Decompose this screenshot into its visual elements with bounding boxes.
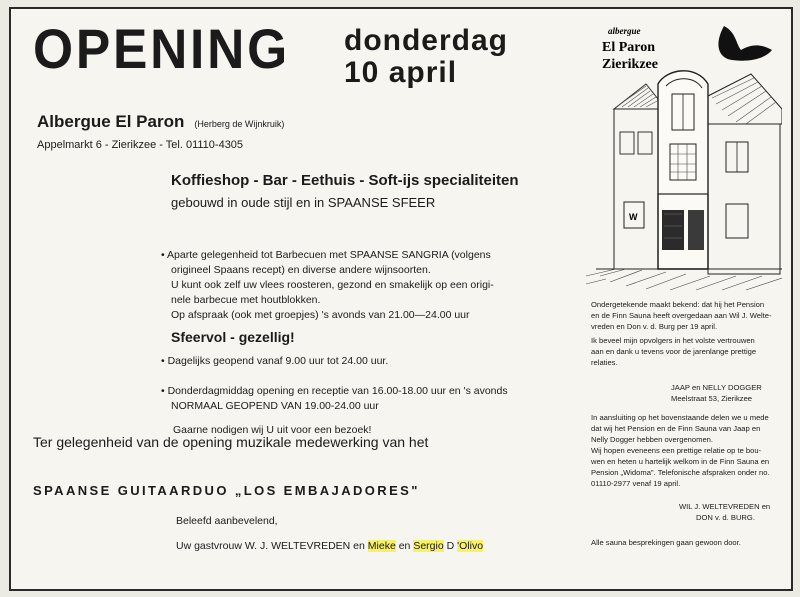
advertisement-frame bbox=[9, 7, 793, 591]
business-name-text: Albergue El Paron bbox=[37, 112, 185, 131]
notice-line: Ondergetekende maakt bekend: dat hij het Pension bbox=[591, 300, 765, 309]
host-name-olivo: 'Olivo bbox=[457, 540, 484, 552]
headline: OPENING bbox=[33, 17, 290, 80]
invitation: Gaarne nodigen wij U uit voor een bezoek! bbox=[173, 424, 372, 436]
notice-line: vreden en Don v. d. Burg per 19 april. bbox=[591, 322, 718, 331]
building-drawing bbox=[586, 14, 782, 299]
logo-line-3: Zierikzee bbox=[602, 57, 658, 72]
business-address: Appelmarkt 6 - Zierikzee - Tel. 01110-4305 bbox=[37, 139, 244, 151]
logo-line-1: albergue bbox=[608, 26, 641, 36]
notice-footer: Alle sauna besprekingen gaan gewoon door. bbox=[591, 538, 741, 547]
style-line: gebouwd in oude stijl en in SPAANSE SFEER bbox=[171, 195, 436, 210]
notice-line: 01110-2977 venaf 19 april. bbox=[591, 479, 681, 488]
bird-logo-icon bbox=[718, 26, 772, 61]
business-subname: (Herberg de Wijnkruik) bbox=[194, 119, 285, 129]
thursday-line: • Donderdagmiddag opening en receptie van 16.00-18.00 uur en 's avonds bbox=[161, 385, 508, 397]
sfeer-heading: Sfeervol - gezellig! bbox=[171, 329, 295, 345]
host-name-d: D bbox=[446, 540, 455, 552]
signature-1-line: Meelstraat 53, Zierikzee bbox=[671, 394, 753, 403]
bbq-line: • Aparte gelegenheid tot Barbecuen met SPAANSE SANGRIA (volgens bbox=[161, 249, 491, 261]
notice-line: Nelly Dogger hebben overgenomen. bbox=[591, 435, 714, 444]
notice-line: dat wij het Pension en de Finn Sauna van Jaap en bbox=[591, 424, 761, 433]
tagline: Koffieshop - Bar - Eethuis - Soft-ijs specialiteiten bbox=[171, 172, 519, 189]
signature-1-line: JAAP en NELLY DOGGER bbox=[671, 383, 762, 392]
host-and: en bbox=[398, 540, 411, 552]
building-illustration bbox=[586, 14, 782, 299]
date-line-1: donderdag bbox=[344, 24, 508, 57]
host-prefix: Uw gastvrouw W. J. WELTEVREDEN en bbox=[176, 540, 365, 552]
thursday-paragraph bbox=[161, 384, 508, 414]
notice-line: Wij hopen eveneens een prettige relatie op te bou- bbox=[591, 446, 762, 455]
bbq-line: Op afspraak (ook met groepjes) 's avonds van 21.00—24.00 uur bbox=[171, 309, 470, 321]
date-line-2: 10 april bbox=[344, 56, 458, 89]
notice-line: Ik beveel mijn opvolgers in het volste vertrouwen bbox=[591, 336, 755, 345]
bbq-line: nele barbecue met houtblokken. bbox=[171, 294, 321, 306]
music-line: Ter gelegenheid van de opening muzikale medewerking van het bbox=[33, 434, 429, 450]
opening-date bbox=[344, 25, 508, 89]
bbq-line: origineel Spaans recept) en diverse andere wijnsoorten. bbox=[171, 264, 431, 276]
host-line bbox=[176, 539, 483, 554]
thursday-line: NORMAAL GEOPEND VAN 19.00-24.00 uur bbox=[171, 400, 379, 412]
barbecue-paragraph bbox=[161, 248, 494, 323]
signature-2-line: WIL J. WELTEVREDEN en bbox=[679, 502, 771, 511]
host-name-mieke: Mieke bbox=[367, 540, 396, 552]
recommend-line: Beleefd aanbevelend, bbox=[176, 515, 278, 527]
signature-2-line: DON v. d. BURG. bbox=[696, 513, 755, 522]
notice-line: en de Finn Sauna heeft overgedaan aan Wil J. Welte- bbox=[591, 311, 772, 320]
host-name-sergio: Sergio bbox=[413, 540, 444, 552]
notice-line: relaties. bbox=[591, 358, 618, 367]
notice-line: wen en heten u hartelijk welkom in de Finn Sauna en bbox=[591, 457, 770, 466]
business-name bbox=[37, 112, 284, 132]
logo-line-2: El Paron bbox=[602, 40, 656, 55]
notice-line: aan en dank u tevens voor de jarenlange prettige bbox=[591, 347, 757, 356]
daily-hours: • Dagelijks geopend vanaf 9.00 uur tot 24.00 uur. bbox=[161, 355, 389, 367]
notice-line: In aansluiting op het bovenstaande delen we u mede bbox=[591, 413, 769, 422]
svg-text:W: W bbox=[629, 212, 638, 222]
bbq-line: U kunt ook zelf uw vlees roosteren, gezond en smakelijk op een origi- bbox=[171, 279, 494, 291]
sauna-notice bbox=[591, 299, 772, 548]
notice-line: Pension „Widoma". Telefonische afspraken onder no. bbox=[591, 468, 770, 477]
guitar-duo: SPAANSE GUITAARDUO „LOS EMBAJADORES" bbox=[33, 483, 420, 498]
